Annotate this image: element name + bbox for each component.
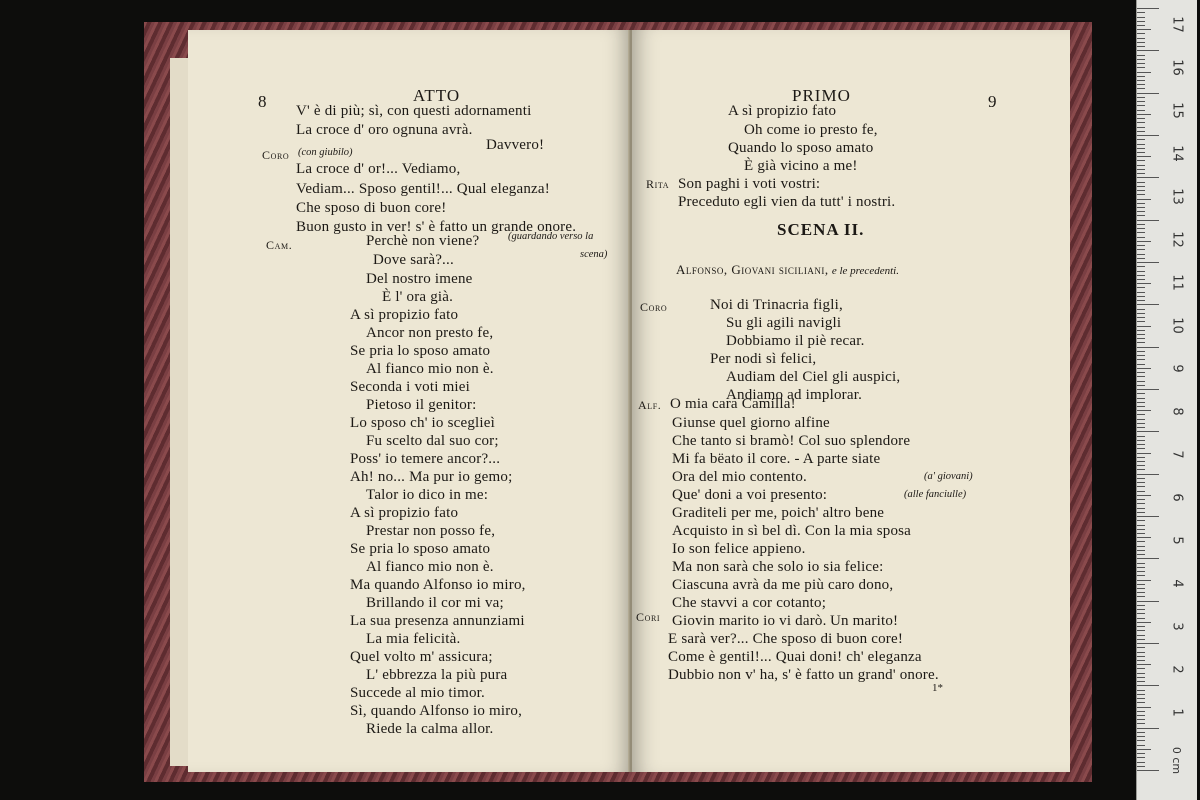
ruler-tick [1137, 723, 1145, 724]
ruler-tick [1137, 186, 1145, 187]
ruler-number: 6 [1169, 493, 1185, 502]
verse-line: Io son felice appieno. [672, 541, 806, 557]
ruler-tick [1137, 169, 1145, 170]
verse-line: Del nostro imene [366, 271, 473, 287]
speaker-label: Cam. [266, 238, 293, 252]
ruler-tick [1137, 537, 1151, 538]
ruler-tick [1137, 88, 1145, 89]
ruler-tick [1137, 469, 1145, 470]
verse-line: Ma non sarà che solo io sia felice: [672, 559, 884, 575]
ruler-unit-label: 0 cm [1170, 746, 1184, 775]
ruler-tick [1137, 398, 1145, 399]
ruler-tick [1137, 232, 1145, 233]
ruler-tick [1137, 677, 1145, 678]
verse-line: Pietoso il genitor: [366, 397, 477, 413]
ruler-number: 5 [1169, 536, 1185, 545]
verse-line: L' ebbrezza la più pura [366, 667, 508, 683]
ruler-number: 14 [1169, 145, 1185, 162]
ruler-tick [1137, 740, 1145, 741]
cast-list [676, 262, 899, 278]
verse-line: E sarà ver?... Che sposo di buon core! [668, 631, 904, 647]
ruler-number: 16 [1169, 59, 1185, 76]
ruler-tick [1137, 381, 1145, 382]
verse-line: Dubbio non v' ha, s' è fatto un grand' onore. [668, 667, 939, 683]
ruler-tick [1137, 338, 1145, 339]
ruler-tick [1137, 368, 1151, 369]
ruler-tick [1137, 410, 1151, 411]
verse-line: Ancor non presto fe, [366, 325, 494, 341]
ruler-tick [1137, 656, 1145, 657]
ruler-tick [1137, 207, 1145, 208]
ruler-tick [1137, 571, 1145, 572]
ruler-tick [1137, 673, 1145, 674]
verse-line: Audiam del Ciel gli auspici, [726, 369, 901, 385]
ruler-tick [1137, 321, 1145, 322]
ruler-tick [1137, 224, 1145, 225]
ruler-tick [1137, 317, 1145, 318]
ruler-tick [1137, 613, 1145, 614]
ruler-tick [1137, 279, 1145, 280]
verse-line: Su gli agili navigli [726, 315, 842, 331]
ruler-tick [1137, 711, 1145, 712]
verse-line: Dobbiamo il piè recar. [726, 333, 865, 349]
ruler-tick [1137, 486, 1145, 487]
verse-line: Al fianco mio non è. [366, 559, 494, 575]
ruler-tick [1137, 376, 1145, 377]
ruler-tick [1137, 766, 1145, 767]
verse-line: A sì propizio fato [728, 103, 837, 119]
verse-line: La croce d' or!... Vediamo, [296, 161, 461, 177]
scene-title: SCENA II. [777, 220, 865, 239]
ruler-tick [1137, 241, 1151, 242]
ruler-tick [1137, 228, 1145, 229]
ruler-tick [1137, 626, 1145, 627]
ruler-tick [1137, 685, 1159, 686]
cast-names: Alfonso, Giovani siciliani, [676, 262, 829, 277]
stage-direction: (a' giovani) [924, 471, 973, 482]
ruler-tick [1137, 182, 1145, 183]
ruler-number: 11 [1169, 274, 1185, 291]
ruler-tick [1137, 491, 1145, 492]
verse-line: Se pria lo sposo amato [350, 343, 491, 359]
verse-line: A sì propizio fato [350, 307, 459, 323]
ruler-number: 2 [1169, 665, 1185, 674]
ruler-tick [1137, 732, 1145, 733]
ruler-tick [1137, 715, 1145, 716]
ruler-tick [1137, 101, 1145, 102]
ruler-tick [1137, 474, 1159, 475]
running-head: ATTO [413, 86, 461, 105]
ruler-tick [1137, 465, 1145, 466]
ruler-tick [1137, 529, 1145, 530]
ruler-tick [1137, 262, 1159, 263]
ruler-tick [1137, 431, 1159, 432]
ruler-tick [1137, 372, 1145, 373]
ruler-tick [1137, 419, 1145, 420]
ruler-tick [1137, 605, 1145, 606]
ruler-tick [1137, 541, 1145, 542]
verse-line: Lo sposo ch' io sceglieì [350, 415, 495, 431]
ruler-tick [1137, 215, 1145, 216]
speaker-label: Coro [640, 300, 668, 314]
ruler-tick [1137, 326, 1151, 327]
verse-line: Vediam... Sposo gentil!... Qual eleganza! [296, 181, 550, 197]
ruler-tick [1137, 334, 1145, 335]
verse-line: Quando lo sposo amato [728, 140, 874, 156]
stage-direction: (guardando verso la [508, 231, 594, 242]
verse-line: Giovin marito io vi darò. [672, 613, 827, 629]
stage-direction: scena) [580, 249, 608, 260]
ruler-tick [1137, 694, 1145, 695]
stage-direction: (con giubilo) [298, 147, 353, 158]
stage-direction: (alle fanciulle) [904, 489, 967, 500]
ruler-tick [1137, 533, 1145, 534]
ruler-tick [1137, 190, 1145, 191]
ruler-tick [1137, 211, 1145, 212]
ruler-tick [1137, 707, 1151, 708]
ruler-tick [1137, 156, 1151, 157]
ruler-tick [1137, 749, 1151, 750]
ruler-tick [1137, 122, 1145, 123]
ruler-tick [1137, 550, 1145, 551]
signature-mark: 1* [932, 682, 943, 694]
ruler-tick [1137, 622, 1151, 623]
ruler-tick [1137, 25, 1145, 26]
ruler-tick [1137, 254, 1145, 255]
speaker-label: Cori [636, 610, 661, 624]
ruler-tick [1137, 304, 1159, 305]
ruler-tick [1137, 664, 1151, 665]
verse-line: Giunse quel giorno alfine [672, 415, 830, 431]
ruler-tick [1137, 105, 1145, 106]
ruler-tick [1137, 8, 1159, 9]
ruler-tick [1137, 512, 1145, 513]
ruler-tick [1137, 76, 1145, 77]
verse-line: Ciascuna avrà da me più caro dono, [672, 577, 894, 593]
ruler-tick [1137, 364, 1145, 365]
ruler-tick [1137, 17, 1145, 18]
ruler-tick [1137, 63, 1145, 64]
ruler-tick [1137, 728, 1159, 729]
verse-line: A sì propizio fato [350, 505, 459, 521]
ruler-tick [1137, 177, 1159, 178]
verse-line: Poss' io temere ancor?... [350, 451, 501, 467]
ruler-tick [1137, 702, 1145, 703]
ruler-tick [1137, 757, 1145, 758]
ruler-tick [1137, 199, 1151, 200]
verse-line: Andiamo ad implorar. [726, 387, 863, 403]
verse-line: Che sposo di buon core! [296, 200, 447, 216]
ruler-tick [1137, 453, 1151, 454]
ruler-tick [1137, 478, 1145, 479]
ruler-tick [1137, 770, 1159, 771]
ruler-tick [1137, 630, 1145, 631]
ruler-tick [1137, 59, 1145, 60]
ruler-number: 7 [1169, 450, 1185, 459]
ruler-tick [1137, 173, 1145, 174]
verse-line: Quel volto m' assicura; [350, 649, 493, 665]
ruler-tick [1137, 643, 1159, 644]
ruler-tick [1137, 80, 1145, 81]
ruler-tick [1137, 12, 1145, 13]
ruler-tick [1137, 165, 1145, 166]
ruler-tick [1137, 93, 1159, 94]
verse-line: Se pria lo sposo amato [350, 541, 491, 557]
ruler-tick [1137, 736, 1145, 737]
ruler-tick [1137, 563, 1145, 564]
ruler-tick [1137, 681, 1145, 682]
ruler-tick [1137, 309, 1145, 310]
ruler-number: 1 [1169, 708, 1185, 717]
verse-line: Talor io dico in me: [366, 487, 489, 503]
verse-line: Acquisto in sì bel dì. Con la mia sposa [672, 523, 912, 539]
ruler-tick [1137, 639, 1145, 640]
ruler-tick [1137, 652, 1145, 653]
verse-line: Un marito! [830, 613, 899, 629]
ruler-tick [1137, 152, 1145, 153]
ruler-tick [1137, 567, 1145, 568]
ruler-tick [1137, 495, 1151, 496]
ruler-tick [1137, 719, 1145, 720]
left-page [188, 30, 630, 772]
ruler-tick [1137, 359, 1145, 360]
ruler-tick [1137, 660, 1145, 661]
ruler-tick [1137, 283, 1151, 284]
ruler-tick [1137, 580, 1151, 581]
ruler-tick [1137, 313, 1145, 314]
verse-line: Perchè non viene? [366, 233, 480, 249]
ruler-tick [1137, 668, 1145, 669]
verse-line: Ora del mio contento. [672, 469, 807, 485]
ruler-tick [1137, 461, 1145, 462]
page-number: 8 [258, 92, 267, 111]
ruler-number: 12 [1169, 231, 1185, 248]
running-head: PRIMO [792, 86, 851, 105]
ruler-tick [1137, 690, 1145, 691]
verse-line: Che tanto si bramò! Col suo splendore [672, 433, 911, 449]
ruler-tick [1137, 131, 1145, 132]
ruler-tick [1137, 203, 1145, 204]
ruler-tick [1137, 355, 1145, 356]
ruler-tick [1137, 647, 1145, 648]
verse-line: Que' doni a voi presento: [672, 487, 828, 503]
speaker-label: Coro [262, 148, 290, 162]
ruler-tick [1137, 520, 1145, 521]
ruler-tick [1137, 448, 1145, 449]
verse-line: Fu scelto dal suo cor; [366, 433, 499, 449]
ruler-tick [1137, 46, 1145, 47]
verse-line: Per nodi sì felici, [710, 351, 817, 367]
ruler-tick [1137, 342, 1145, 343]
ruler-tick [1137, 55, 1145, 56]
verse-line: Oh come io presto fe, [744, 122, 878, 138]
ruler-number: 10 [1169, 317, 1185, 334]
ruler-tick [1137, 546, 1145, 547]
ruler-tick [1137, 554, 1145, 555]
ruler-tick [1137, 237, 1145, 238]
ruler-number: 3 [1169, 622, 1185, 631]
verse-line: V' è di più; sì, con questi adornamenti [296, 103, 532, 119]
ruler-tick [1137, 21, 1145, 22]
speaker-label: Alf. [638, 398, 662, 412]
verse-line: Succede al mio timor. [350, 685, 486, 701]
verse-line: Mi fa bëato il core. - A parte siate [672, 451, 881, 467]
ruler-tick [1137, 436, 1145, 437]
ruler-tick [1137, 296, 1145, 297]
ruler-tick [1137, 266, 1145, 267]
ruler-tick [1137, 596, 1145, 597]
ruler-tick [1137, 220, 1159, 221]
verse-line: Son paghi i voti vostri: [678, 176, 821, 192]
verse-line: Prestar non posso fe, [366, 523, 496, 539]
verse-line: È già vicino a me! [744, 158, 858, 174]
ruler-tick [1137, 525, 1145, 526]
ruler-tick [1137, 144, 1145, 145]
ruler-tick [1137, 385, 1145, 386]
ruler-tick [1137, 330, 1145, 331]
page-number: 9 [988, 92, 997, 111]
verse-line: Noi di Trinacria figli, [710, 297, 843, 313]
ruler-tick [1137, 601, 1159, 602]
ruler-number: 9 [1169, 364, 1185, 373]
ruler-tick [1137, 762, 1145, 763]
ruler-tick [1137, 406, 1145, 407]
ruler-tick [1137, 67, 1145, 68]
verse-line: Davvero! [486, 137, 545, 153]
ruler-tick [1137, 558, 1159, 559]
verse-line: Riede la calma allor. [366, 721, 494, 737]
ruler-tick [1137, 97, 1145, 98]
ruler-tick [1137, 499, 1145, 500]
ruler-tick [1137, 38, 1145, 39]
ruler-tick [1137, 414, 1145, 415]
verse-line: Preceduto egli vien da tutt' i nostri. [678, 194, 896, 210]
verse-line: Seconda i voti miei [350, 379, 471, 395]
ruler-number: 17 [1169, 16, 1185, 33]
verse-line: Ma quando Alfonso io miro, [350, 577, 526, 593]
verse-line: La mia felicità. [366, 631, 461, 647]
ruler-tick [1137, 508, 1145, 509]
ruler-tick [1137, 618, 1145, 619]
ruler-tick [1137, 29, 1151, 30]
verse-line: È l' ora già. [382, 289, 454, 305]
ruler-tick [1137, 393, 1145, 394]
ruler-tick [1137, 271, 1145, 272]
ruler-tick [1137, 351, 1145, 352]
ruler-tick [1137, 258, 1145, 259]
verse-line: La sua presenza annunziami [350, 613, 525, 629]
ruler-tick [1137, 300, 1145, 301]
ruler-tick [1137, 287, 1145, 288]
ruler-tick [1137, 444, 1145, 445]
ruler-tick [1137, 503, 1145, 504]
ruler-tick [1137, 427, 1145, 428]
verse-line: O mia cara Camilla! [670, 396, 796, 412]
ruler-tick [1137, 110, 1145, 111]
ruler-tick [1137, 389, 1159, 390]
ruler-number: 4 [1169, 579, 1185, 588]
measuring-ruler [1136, 0, 1197, 800]
ruler-tick [1137, 50, 1159, 51]
ruler-tick [1137, 575, 1145, 576]
ruler-tick [1137, 84, 1145, 85]
ruler-tick [1137, 245, 1145, 246]
ruler-tick [1137, 160, 1145, 161]
ruler-tick [1137, 33, 1145, 34]
verse-line: La croce d' oro ognuna avrà. [296, 122, 473, 138]
ruler-tick [1137, 275, 1145, 276]
verse-line: Come è gentil!... Quai doni! ch' eleganza [668, 649, 922, 665]
ruler-tick [1137, 482, 1145, 483]
ruler-tick [1137, 292, 1145, 293]
ruler-tick [1137, 584, 1145, 585]
ruler-number: 8 [1169, 407, 1185, 416]
ruler-tick [1137, 440, 1145, 441]
ruler-number: 13 [1169, 188, 1185, 205]
ruler-tick [1137, 42, 1145, 43]
verse-line: Dove sarà?... [373, 252, 454, 268]
ruler-tick [1137, 423, 1145, 424]
ruler-tick [1137, 118, 1145, 119]
ruler-tick [1137, 347, 1159, 348]
verse-line: Buon gusto in ver! s' è fatto un grande onore. [296, 219, 577, 235]
ruler-tick [1137, 402, 1145, 403]
ruler-number: 15 [1169, 102, 1185, 119]
ruler-tick [1137, 698, 1145, 699]
verse-line: Brillando il cor mi va; [366, 595, 504, 611]
ruler-tick [1137, 588, 1145, 589]
ruler-tick [1137, 72, 1151, 73]
ruler-tick [1137, 249, 1145, 250]
cast-rest: e le precedenti. [831, 265, 899, 277]
ruler-tick [1137, 194, 1145, 195]
ruler-tick [1137, 745, 1145, 746]
verse-line: Sì, quando Alfonso io miro, [350, 703, 523, 719]
ruler-tick [1137, 592, 1145, 593]
right-page [632, 30, 1070, 772]
ruler-tick [1137, 148, 1145, 149]
verse-line: Che stavvi a cor cotanto; [672, 595, 827, 611]
speaker-label: Rita [646, 177, 670, 191]
ruler-tick [1137, 114, 1151, 115]
ruler-tick [1137, 139, 1145, 140]
verse-line: Al fianco mio non è. [366, 361, 494, 377]
ruler-tick [1137, 516, 1159, 517]
ruler-tick [1137, 635, 1145, 636]
ruler-tick [1137, 135, 1159, 136]
verse-line: Ah! no... Ma pur io gemo; [350, 469, 513, 485]
ruler-tick [1137, 457, 1145, 458]
ruler-tick [1137, 609, 1145, 610]
ruler-tick [1137, 753, 1145, 754]
ruler-tick [1137, 127, 1145, 128]
verse-line: Graditeli per me, poich' altro bene [672, 505, 885, 521]
